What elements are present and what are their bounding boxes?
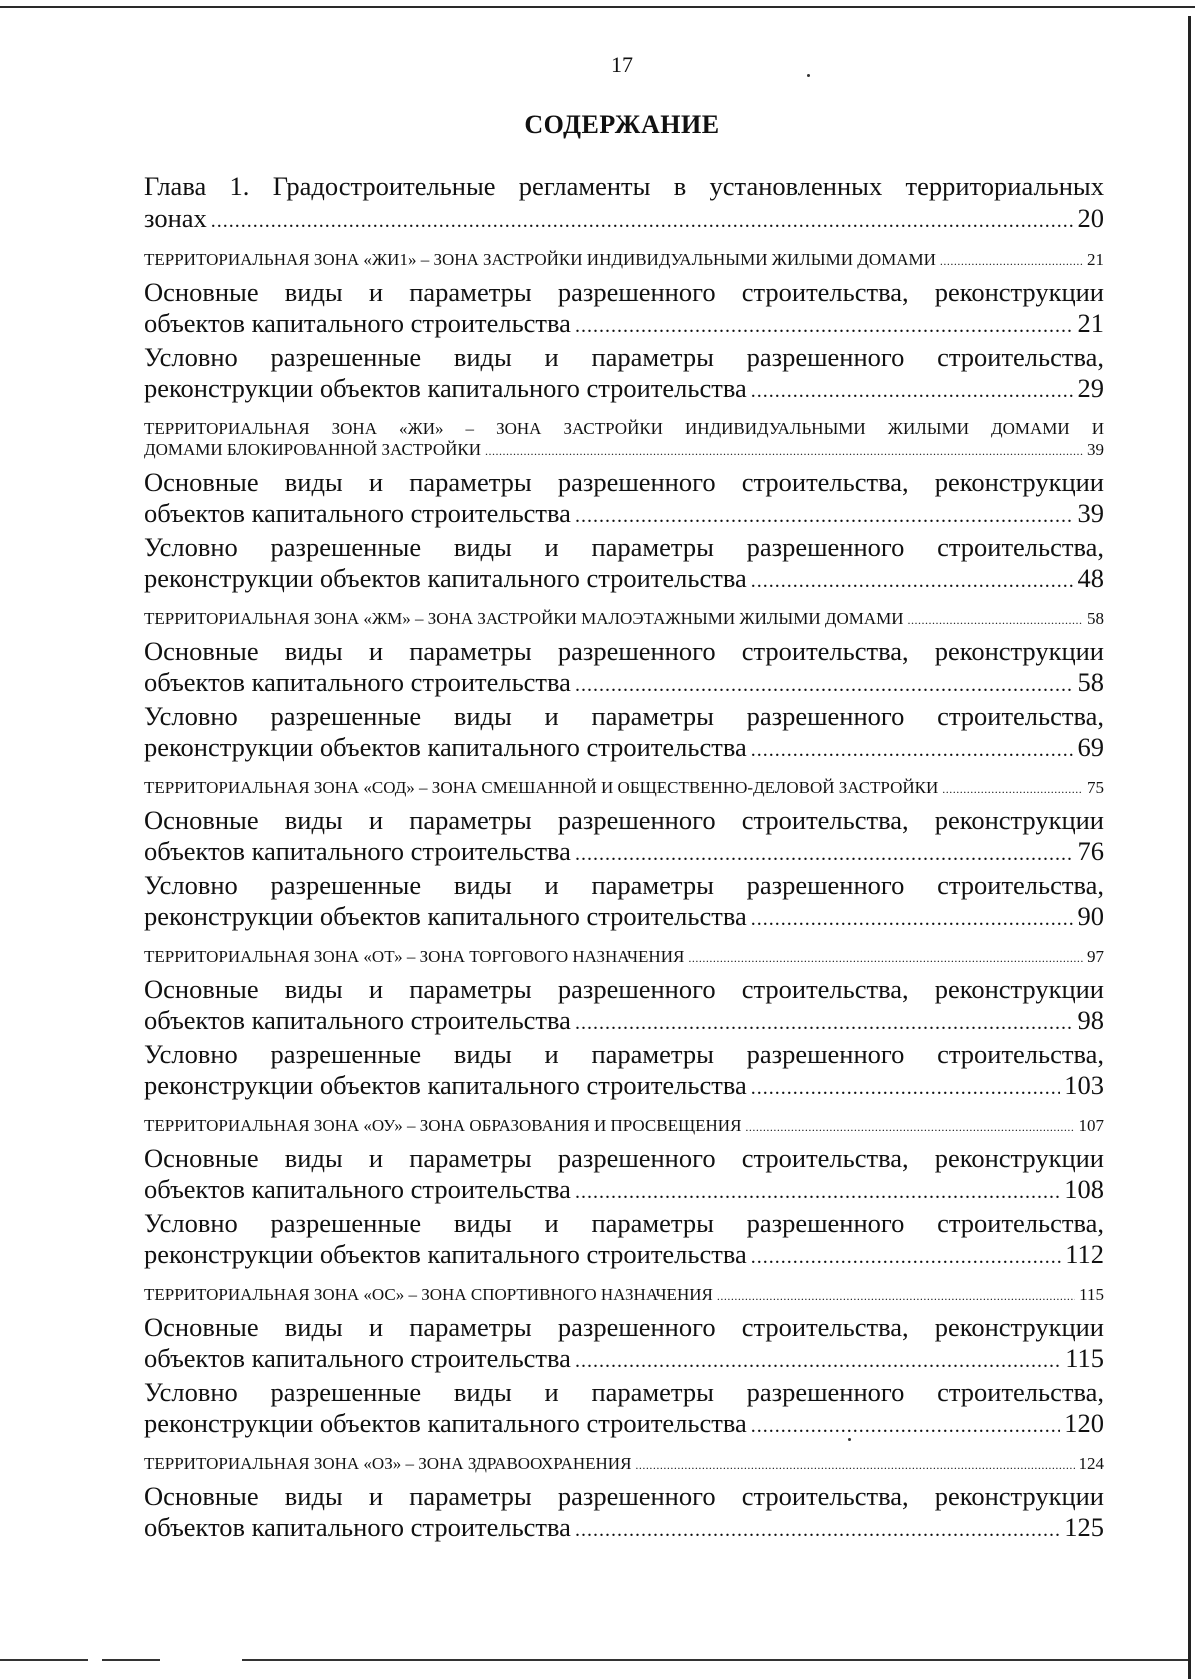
dot-leader — [575, 839, 1074, 869]
toc-chapter-entry[interactable] — [144, 170, 1104, 237]
dot-leader — [942, 779, 1083, 800]
toc-entry-title: ДОМАМИ БЛОКИРОВАННОЙ ЗАСТРОЙКИ — [144, 440, 482, 459]
toc-zone-heading[interactable] — [144, 1115, 1104, 1138]
toc-entry-title: реконструкции объектов капитального строительства — [144, 373, 747, 403]
toc-entry-title: реконструкции объектов капитального строительства — [144, 1070, 747, 1100]
toc-entry-title-line: ТЕРРИТОРИАЛЬНАЯ ЗОНА «ЖИ» – ЗОНА ЗАСТРОЙКИ ИНДИВИДУАЛЬНЫМИ ЖИЛЫМИ ДОМАМИ И — [144, 419, 1104, 438]
toc-entry-title: ТЕРРИТОРИАЛЬНАЯ ЗОНА «ЖИ1» – ЗОНА ЗАСТРОЙКИ ИНДИВИДУАЛЬНЫМИ ЖИЛЫМИ ДОМАМИ — [144, 250, 936, 269]
scan-border-top — [0, 6, 1195, 8]
toc-zone-heading[interactable] — [144, 1284, 1104, 1307]
dot-leader — [635, 1455, 1074, 1476]
toc-subsection-entry[interactable] — [144, 531, 1104, 596]
toc-page-number: 98 — [1077, 1005, 1104, 1035]
toc-entry-last-line — [144, 1284, 1104, 1307]
toc-subsection-entry[interactable] — [144, 341, 1104, 406]
toc-entry-title: объектов капитального строительства — [144, 836, 571, 866]
toc-entry-last-line — [144, 202, 1104, 237]
toc-entry-last-line — [144, 1115, 1104, 1138]
toc-entry-title: объектов капитального строительства — [144, 667, 571, 697]
toc-page-number: 107 — [1078, 1116, 1104, 1135]
toc-page-number: 29 — [1077, 373, 1104, 403]
table-of-contents — [144, 170, 1104, 1545]
toc-entry-last-line — [144, 439, 1104, 462]
toc-subsection-entry[interactable] — [144, 700, 1104, 765]
toc-zone-heading[interactable] — [144, 777, 1104, 800]
dot-leader — [908, 610, 1083, 631]
toc-entry-title-line: Основные виды и параметры разрешенного строительства, реконструкции — [144, 636, 1104, 666]
toc-subsection-entry[interactable] — [144, 635, 1104, 700]
toc-subsection-entry[interactable] — [144, 804, 1104, 869]
dot-leader — [575, 1346, 1061, 1376]
toc-entry-last-line — [144, 836, 1104, 869]
toc-entry-title-line: Условно разрешенные виды и параметры разрешенного строительства, — [144, 701, 1104, 731]
scan-border-gap — [88, 1659, 102, 1661]
toc-subsection-entry[interactable] — [144, 1038, 1104, 1103]
toc-entry-last-line — [144, 667, 1104, 700]
dot-leader — [575, 1008, 1074, 1038]
toc-entry-title: ТЕРРИТОРИАЛЬНАЯ ЗОНА «ЖМ» – ЗОНА ЗАСТРОЙКИ МАЛОЭТАЖНЫМИ ЖИЛЫМИ ДОМАМИ — [144, 609, 904, 628]
toc-entry-title-line: Основные виды и параметры разрешенного строительства, реконструкции — [144, 805, 1104, 835]
dot-leader — [688, 948, 1083, 969]
toc-page-number: 21 — [1087, 250, 1104, 269]
toc-page-number: 48 — [1077, 563, 1104, 593]
toc-entry-last-line — [144, 1512, 1104, 1545]
toc-entry-last-line — [144, 1070, 1104, 1103]
toc-page-number: 39 — [1087, 440, 1104, 459]
dot-leader — [211, 205, 1074, 237]
toc-page-number: 112 — [1065, 1239, 1104, 1269]
dot-leader — [751, 566, 1074, 596]
dot-leader — [751, 1242, 1061, 1272]
dot-leader — [751, 1073, 1060, 1103]
toc-subsection-entry[interactable] — [144, 1480, 1104, 1545]
toc-page-number: 58 — [1077, 667, 1104, 697]
dot-leader — [575, 311, 1074, 341]
toc-entry-title: реконструкции объектов капитального строительства — [144, 1408, 747, 1438]
dot-leader — [751, 1411, 1060, 1441]
toc-entry-title-line: Основные виды и параметры разрешенного строительства, реконструкции — [144, 1143, 1104, 1173]
toc-entry-title: реконструкции объектов капитального строительства — [144, 563, 747, 593]
toc-entry-last-line — [144, 608, 1104, 631]
toc-entry-title: ТЕРРИТОРИАЛЬНАЯ ЗОНА «ОТ» – ЗОНА ТОРГОВОГО НАЗНАЧЕНИЯ — [144, 947, 685, 966]
toc-entry-last-line — [144, 777, 1104, 800]
toc-entry-title-line: Условно разрешенные виды и параметры разрешенного строительства, — [144, 342, 1104, 372]
toc-page-number: 125 — [1064, 1512, 1104, 1542]
scan-border-right — [1188, 16, 1191, 1679]
dot-leader — [751, 735, 1074, 765]
toc-entry-last-line — [144, 901, 1104, 934]
toc-entry-last-line — [144, 563, 1104, 596]
toc-entry-title: реконструкции объектов капитального строительства — [144, 1239, 747, 1269]
dot-leader — [575, 670, 1074, 700]
toc-entry-title: ТЕРРИТОРИАЛЬНАЯ ЗОНА «ОС» – ЗОНА СПОРТИВНОГО НАЗНАЧЕНИЯ — [144, 1285, 713, 1304]
toc-subsection-entry[interactable] — [144, 973, 1104, 1038]
toc-zone-heading[interactable] — [144, 1453, 1104, 1476]
toc-entry-title: объектов капитального строительства — [144, 1174, 571, 1204]
toc-entry-title: объектов капитального строительства — [144, 1005, 571, 1035]
toc-subsection-entry[interactable] — [144, 1376, 1104, 1441]
toc-zone-heading[interactable] — [144, 946, 1104, 969]
toc-entry-title: реконструкции объектов капитального строительства — [144, 901, 747, 931]
toc-page-number: 21 — [1077, 308, 1104, 338]
dot-leader — [575, 1515, 1060, 1545]
toc-entry-title-line: Основные виды и параметры разрешенного строительства, реконструкции — [144, 974, 1104, 1004]
dot-leader — [485, 441, 1083, 462]
toc-entry-title: ТЕРРИТОРИАЛЬНАЯ ЗОНА «ОЗ» – ЗОНА ЗДРАВООХРАНЕНИЯ — [144, 1454, 632, 1473]
toc-zone-heading[interactable] — [144, 418, 1104, 462]
toc-entry-title: объектов капитального строительства — [144, 498, 571, 528]
toc-page-number: 69 — [1077, 732, 1104, 762]
dot-leader — [745, 1117, 1074, 1138]
toc-page-number: 103 — [1064, 1070, 1104, 1100]
toc-entry-title: ТЕРРИТОРИАЛЬНАЯ ЗОНА «СОД» – ЗОНА СМЕШАННОЙ И ОБЩЕСТВЕННО-ДЕЛОВОЙ ЗАСТРОЙКИ — [144, 778, 939, 797]
toc-zone-heading[interactable] — [144, 608, 1104, 631]
toc-entry-title-line: Основные виды и параметры разрешенного строительства, реконструкции — [144, 277, 1104, 307]
toc-page-number: 108 — [1064, 1174, 1104, 1204]
dot-leader — [940, 251, 1083, 272]
toc-page-number: 39 — [1077, 498, 1104, 528]
toc-entry-title-line: Основные виды и параметры разрешенного строительства, реконструкции — [144, 1481, 1104, 1511]
toc-entry-last-line — [144, 1343, 1104, 1376]
toc-entry-title: зонах — [144, 203, 207, 233]
toc-entry-last-line — [144, 946, 1104, 969]
toc-subsection-entry[interactable] — [144, 1311, 1104, 1376]
toc-entry-last-line — [144, 308, 1104, 341]
dot-leader — [751, 904, 1074, 934]
dot-leader — [575, 1177, 1060, 1207]
dot-leader — [751, 376, 1074, 406]
toc-page-number: 75 — [1087, 778, 1104, 797]
scan-speck — [807, 74, 810, 77]
toc-entry-last-line — [144, 1239, 1104, 1272]
toc-entry-last-line — [144, 249, 1104, 272]
toc-entry-last-line — [144, 732, 1104, 765]
toc-subsection-entry[interactable] — [144, 466, 1104, 531]
toc-entry-last-line — [144, 498, 1104, 531]
toc-entry-title-line: Основные виды и параметры разрешенного строительства, реконструкции — [144, 1312, 1104, 1342]
toc-page-number: 76 — [1077, 836, 1104, 866]
dot-leader — [717, 1286, 1075, 1307]
toc-entry-title-line: Условно разрешенные виды и параметры разрешенного строительства, — [144, 870, 1104, 900]
page-title: СОДЕРЖАНИЕ — [524, 110, 720, 139]
toc-page-number: 115 — [1079, 1285, 1104, 1304]
toc-page-number: 115 — [1065, 1343, 1104, 1373]
scan-speck — [848, 1438, 851, 1441]
toc-entry-last-line — [144, 1005, 1104, 1038]
toc-subsection-entry[interactable] — [144, 1207, 1104, 1272]
toc-page-number: 124 — [1078, 1454, 1104, 1473]
toc-page-number: 120 — [1064, 1408, 1104, 1438]
toc-entry-title-line: Глава 1. Градостроительные регламенты в установленных территориальных — [144, 171, 1104, 201]
toc-entry-title: реконструкции объектов капитального строительства — [144, 732, 747, 762]
toc-subsection-entry[interactable] — [144, 276, 1104, 341]
toc-entry-title: объектов капитального строительства — [144, 1343, 571, 1373]
toc-entry-title: ТЕРРИТОРИАЛЬНАЯ ЗОНА «ОУ» – ЗОНА ОБРАЗОВАНИЯ И ПРОСВЕЩЕНИЯ — [144, 1116, 742, 1135]
scan-border-gap — [160, 1659, 242, 1661]
toc-entry-title-line: Основные виды и параметры разрешенного строительства, реконструкции — [144, 467, 1104, 497]
toc-entry-title: объектов капитального строительства — [144, 1512, 571, 1542]
page-number: 17 — [611, 52, 633, 77]
toc-entry-title-line: Условно разрешенные виды и параметры разрешенного строительства, — [144, 1377, 1104, 1407]
toc-entry-last-line — [144, 373, 1104, 406]
toc-zone-heading[interactable] — [144, 249, 1104, 272]
dot-leader — [575, 501, 1074, 531]
toc-entry-title-line: Условно разрешенные виды и параметры разрешенного строительства, — [144, 1208, 1104, 1238]
toc-entry-last-line — [144, 1174, 1104, 1207]
toc-subsection-entry[interactable] — [144, 1142, 1104, 1207]
toc-page-number: 20 — [1077, 203, 1104, 233]
toc-page-number: 97 — [1087, 947, 1104, 966]
toc-entry-title: объектов капитального строительства — [144, 308, 571, 338]
toc-entry-last-line — [144, 1408, 1104, 1441]
toc-entry-title-line: Условно разрешенные виды и параметры разрешенного строительства, — [144, 1039, 1104, 1069]
toc-entry-last-line — [144, 1453, 1104, 1476]
toc-page-number: 90 — [1077, 901, 1104, 931]
toc-entry-title-line: Условно разрешенные виды и параметры разрешенного строительства, — [144, 532, 1104, 562]
toc-page-number: 58 — [1087, 609, 1104, 628]
toc-subsection-entry[interactable] — [144, 869, 1104, 934]
